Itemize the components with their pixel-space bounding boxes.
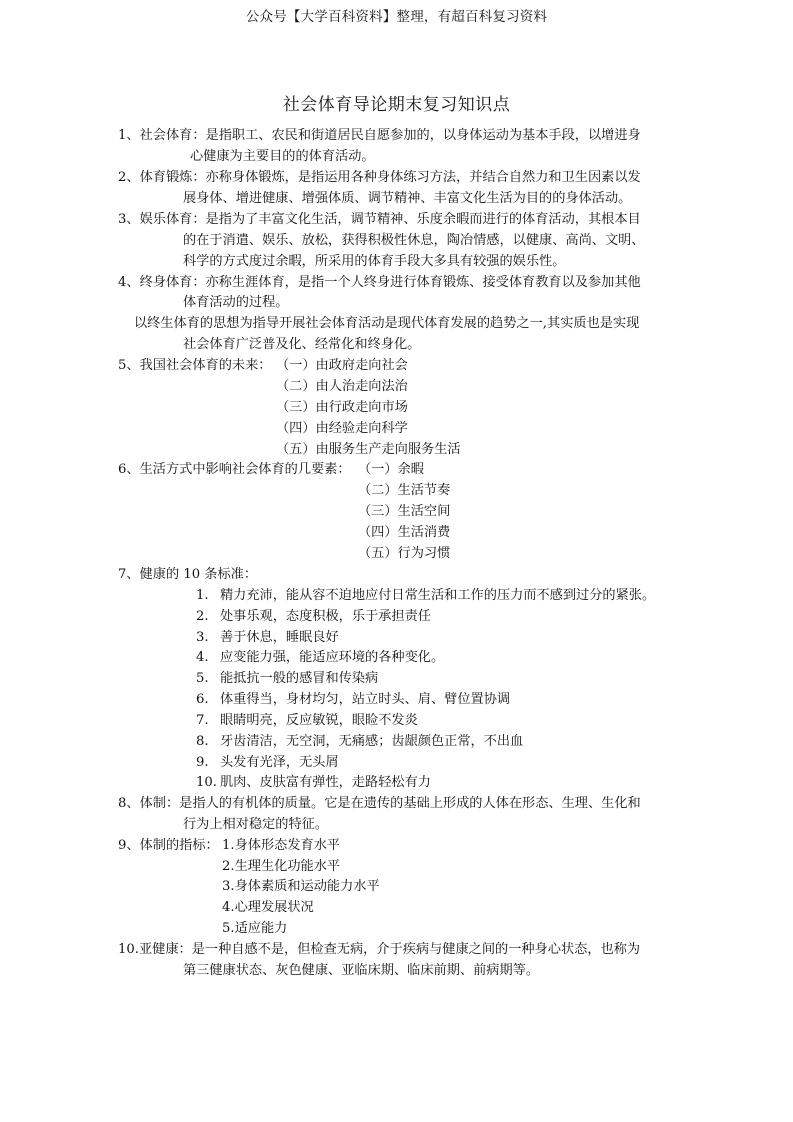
criterion-number-6: 6. <box>196 692 209 707</box>
item-9-option-5: 5.适应能力 <box>222 921 288 936</box>
page-header: 公众号【大学百科资料】整理，有超百科复习资料 <box>245 9 548 25</box>
item-2-line-1: 2、体育锻炼：亦称身体锻炼，是指运用各种身体练习方法，并结合自然力和卫生因素以发 <box>118 170 641 185</box>
item-9-option-2: 2.生理生化功能水平 <box>222 859 341 874</box>
item-6-option-4: （四）生活消费 <box>358 525 451 540</box>
criterion-number-4: 4. <box>196 650 209 665</box>
item-9-lead: 9、体制的指标： <box>118 838 219 853</box>
item-3-line-3: 科学的方式度过余暇，所采用的体育手段大多具有较强的娱乐性。 <box>183 254 566 269</box>
item-4-line-1: 4、终身体育：亦称生涯体育，是指一个人终身进行体育锻炼、接受体育教育以及参加其他 <box>118 275 641 290</box>
criterion-text-3: 善于休息，睡眠良好 <box>220 630 339 645</box>
item-7-lead: 7、健康的 10 条标准： <box>118 567 258 582</box>
criterion-number-7: 7. <box>196 713 209 728</box>
item-10-line-2: 第三健康状态、灰色健康、亚临床期、临床前期、前病期等。 <box>183 963 540 978</box>
item-6-option-3: （三）生活空间 <box>358 504 451 519</box>
item-4-line-2: 体育活动的过程。 <box>183 295 289 310</box>
criterion-text-1: 精力充沛，能从容不迫地应付日常生活和工作的压力而不感到过分的紧张。 <box>220 588 656 603</box>
item-1-line-2: 心健康为主要目的的体育活动。 <box>190 149 375 164</box>
item-6-option-2: （二）生活节奏 <box>358 483 451 498</box>
criterion-text-6: 体重得当，身材均匀，站立时头、肩、臂位置协调 <box>220 692 511 707</box>
criterion-text-8: 牙齿清洁，无空洞，无痛感；齿龈颜色正常，不出血 <box>220 734 524 749</box>
item-5-option-3: （三）由行政走向市场 <box>276 400 408 415</box>
criterion-text-9: 头发有光泽，无头屑 <box>220 755 339 770</box>
item-9-option-4: 4.心理发展状况 <box>222 900 314 915</box>
criterion-number-2: 2. <box>196 609 209 624</box>
criterion-number-8: 8. <box>196 734 209 749</box>
item-6-option-5: （五）行为习惯 <box>358 546 451 561</box>
criterion-number-10: 10. <box>196 775 217 790</box>
item-5-option-2: （二）由人治走向法治 <box>276 379 408 394</box>
item-5-option-5: （五）由服务生产走向服务生活 <box>276 442 461 457</box>
item-3-line-2: 的在于消遣、娱乐、放松，获得积极性休息，陶冶情感，以健康、高尚、文明、 <box>183 233 645 248</box>
item-6-option-1: （一）余暇 <box>358 462 424 477</box>
criterion-number-5: 5. <box>196 671 209 686</box>
item-5-lead: 5、我国社会体育的未来： <box>118 358 272 373</box>
item-1-line-1: 1、社会体育：是指职工、农民和街道居民自愿参加的，以身体运动为基本手段，以增进身 <box>118 128 641 143</box>
criterion-text-7: 眼睛明亮，反应敏锐，眼睑不发炎 <box>220 713 418 728</box>
criterion-number-3: 3. <box>196 630 209 645</box>
document-title: 社会体育导论期末复习知识点 <box>282 95 511 115</box>
criterion-text-2: 处事乐观，态度积极，乐于承担责任 <box>220 609 431 624</box>
criterion-number-1: 1. <box>196 588 209 603</box>
criterion-text-10: 肌肉、皮肤富有弹性，走路轻松有力 <box>220 775 431 790</box>
criterion-number-9: 9. <box>196 755 209 770</box>
item-3-line-1: 3、娱乐体育：是指为了丰富文化生活，调节精神、乐度余暇而进行的体育活动，其根本目 <box>118 212 641 227</box>
criterion-text-4: 应变能力强，能适应环境的各种变化。 <box>220 650 445 665</box>
item-4-line-4: 社会体育广泛普及化、经常化和终身化。 <box>183 337 421 352</box>
criterion-text-5: 能抵抗一般的感冒和传染病 <box>220 671 379 686</box>
item-5-option-1: （一）由政府走向社会 <box>276 358 408 373</box>
item-2-line-2: 展身体、增进健康、增强体质、调节精神、丰富文化生活为目的的身体活动。 <box>183 191 632 206</box>
item-5-option-4: （四）由经验走向科学 <box>276 421 408 436</box>
item-6-lead: 6、生活方式中影响社会体育的几要素： <box>118 462 351 477</box>
item-8-line-1: 8、体制：是指人的有机体的质量。它是在遗传的基础上形成的人体在形态、生理、生化和 <box>118 796 641 811</box>
item-9-option-3: 3.身体素质和运动能力水平 <box>222 879 380 894</box>
item-8-line-2: 行为上相对稳定的特征。 <box>183 817 329 832</box>
item-9-option-1: 1.身体形态发育水平 <box>222 838 341 853</box>
item-4-line-3: 以终生体育的思想为指导开展社会体育活动是现代体育发展的趋势之一,其实质也是实现 <box>134 316 640 331</box>
item-10-line-1: 10.亚健康：是一种自感不是，但检查无病，介于疾病与健康之间的一种身心状态，也称为 <box>118 942 641 957</box>
